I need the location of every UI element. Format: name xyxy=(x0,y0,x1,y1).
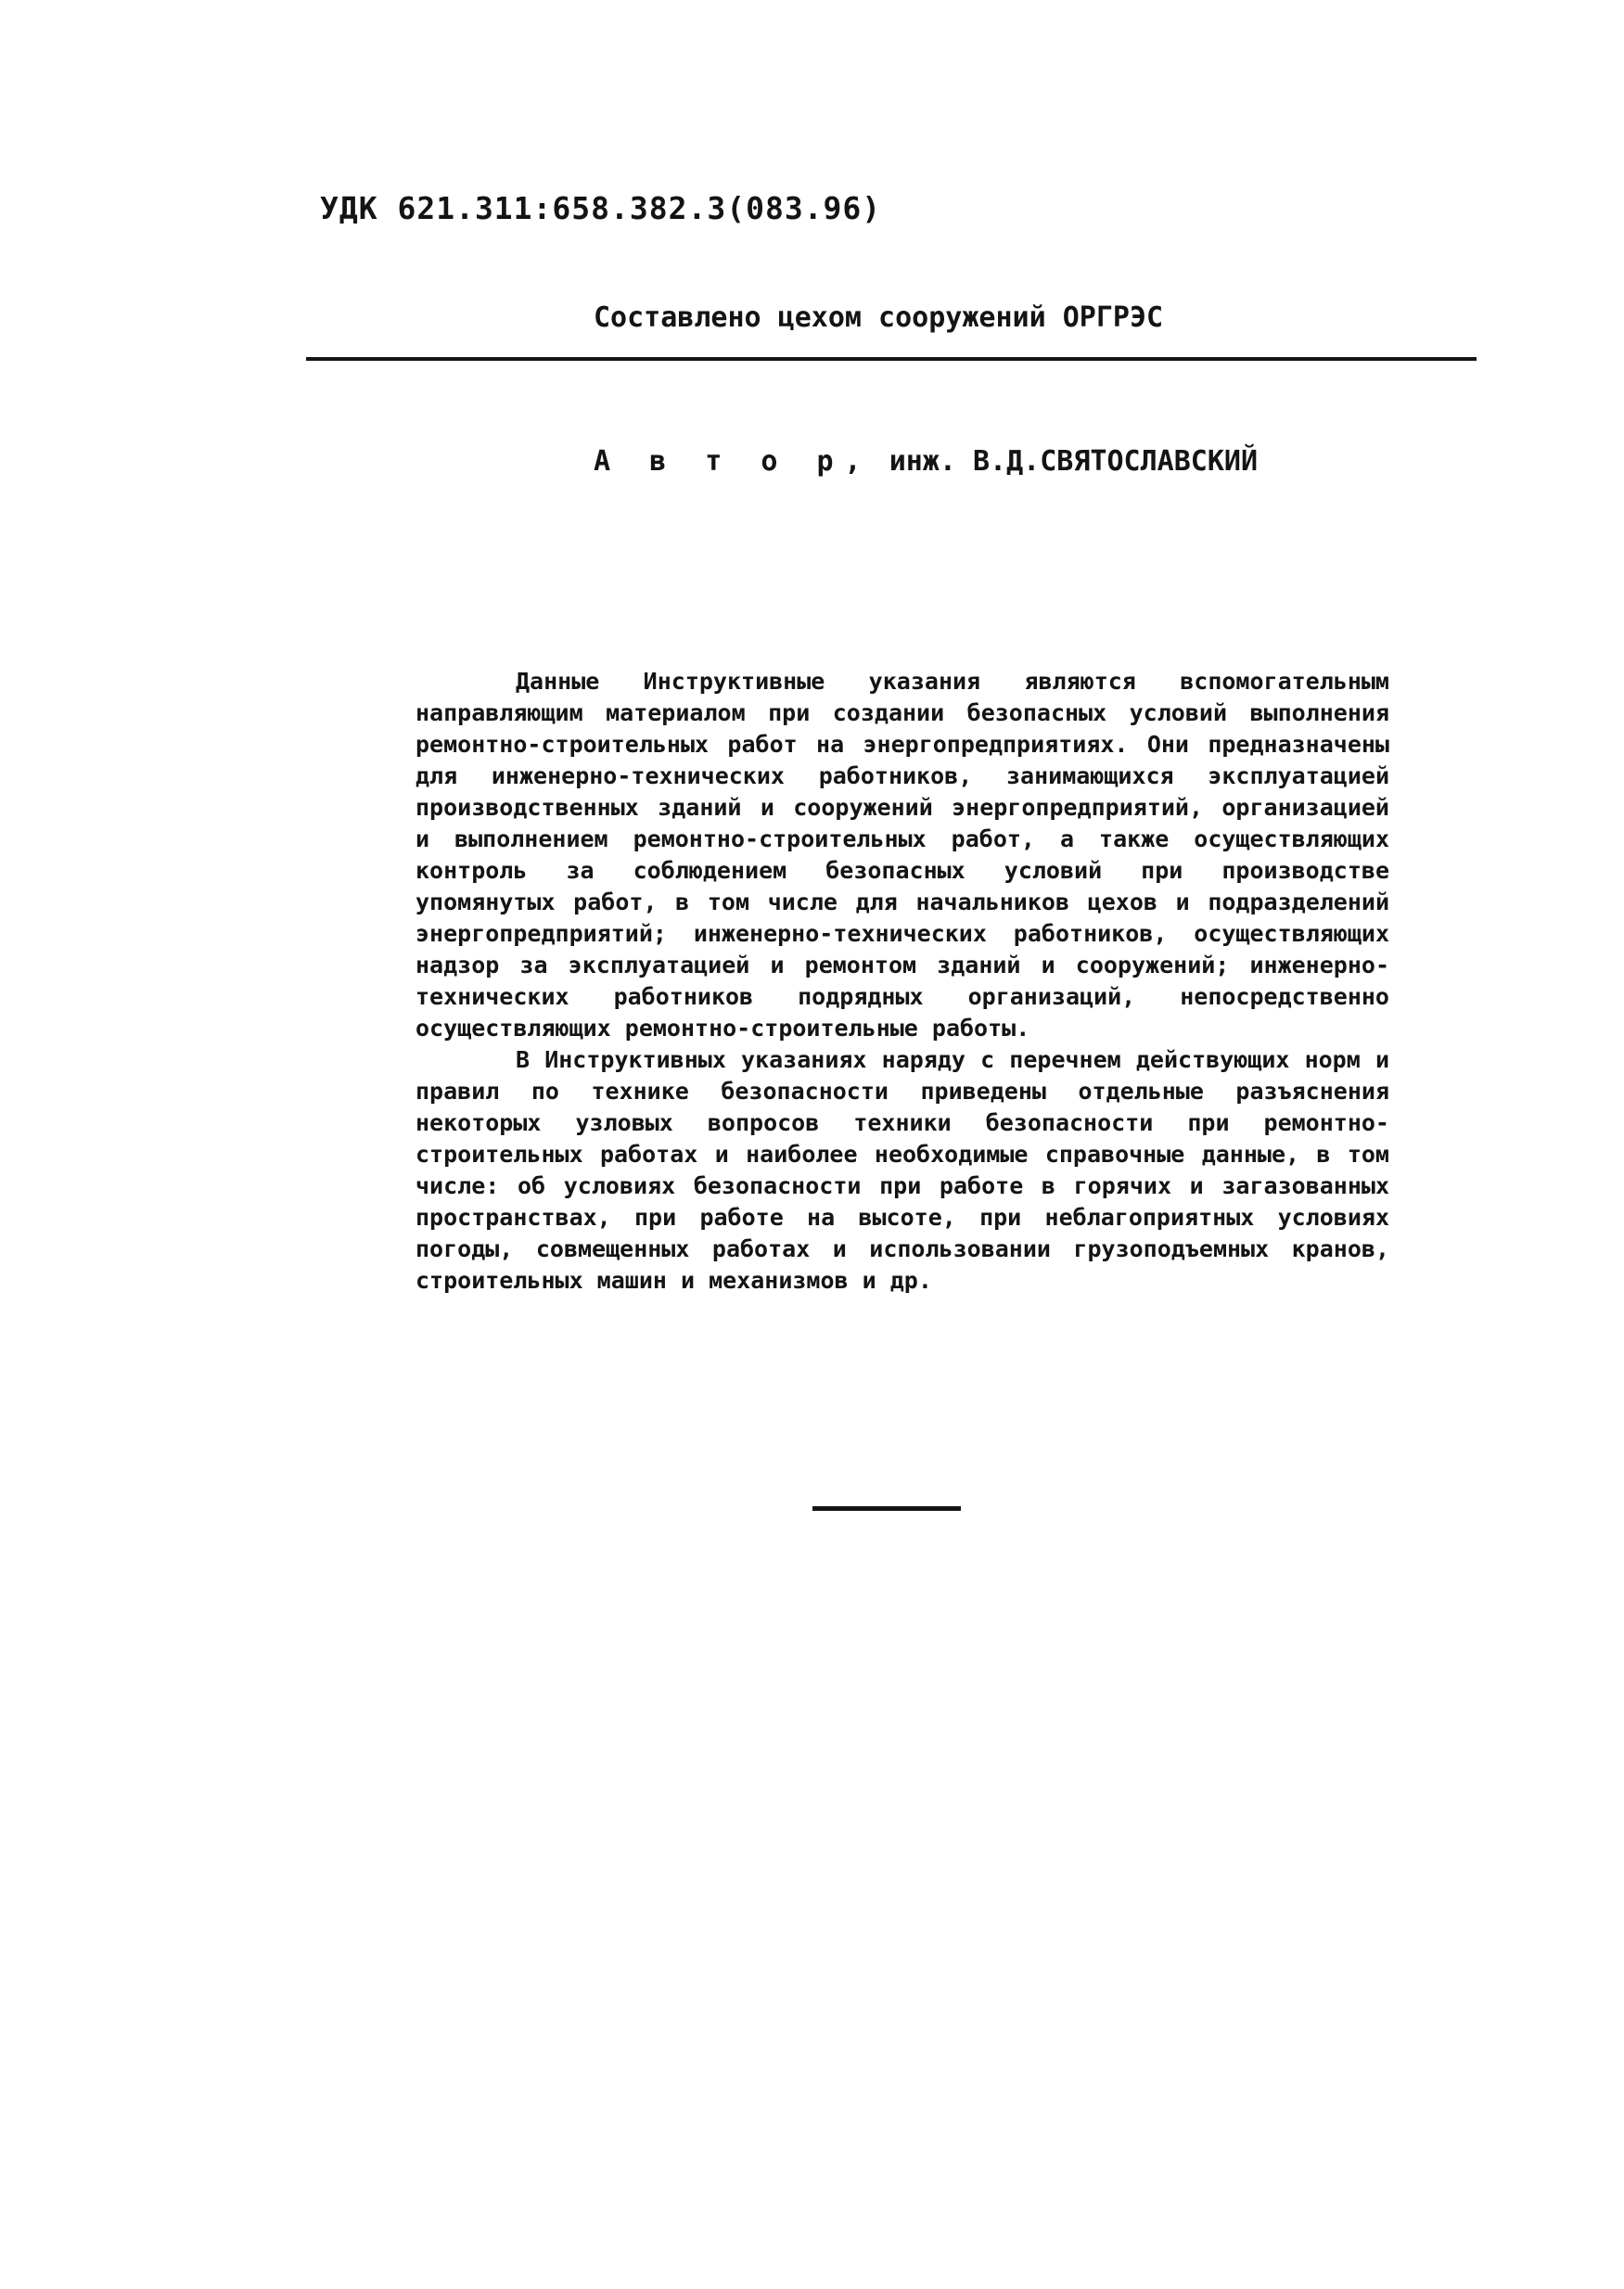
author-label: А в т о р, xyxy=(594,445,873,478)
author-name: инж. В.Д.СВЯТОСЛАВСКИЙ xyxy=(889,445,1259,478)
paragraph-2: В Инструктивных указаниях наряду с перечнем действующих норм и правил по технике безопасности приведены отдельные разъяснения некоторых узловых вопросов техники безопасности при ремонтно-строительных работах и наиболее необходимые справочные данные, в том числе: об условиях безопасности при работе в горячих и загазованных пространствах, при работе на высоте, при неблагоприятных условиях погоды, совмещенных работах и использовании грузоподъемных кранов, строительных машин и механизмов и др. xyxy=(416,1046,1389,1294)
header-divider xyxy=(306,357,1477,361)
paragraph-1: Данные Инструктивные указания являются вспомогательным направляющим материалом при создании безопасных условий выполнения ремонтно-строительных работ на энергопредприятиях. Они предназначены для инженерно-технических работников, занимающихся эксплуатацией производственных зданий и сооружений энергопредприятий, организацией и выполнением ремонтно-строительных работ, а также осуществляющих контроль за соблюдением безопасных условий при производстве упомянутых работ, в том числе для начальников цехов и подразделений энергопредприятий; инженерно-технических работников, осуществляющих надзор за эксплуатацией и ремонтом зданий и сооружений; инженерно-технических работников подрядных организаций, непосредственно осуществляющих ремонтно-строительные работы. xyxy=(416,668,1389,1042)
compiled-by-line: Составлено цехом сооружений ОРГРЭС xyxy=(594,301,1164,334)
end-divider xyxy=(812,1506,961,1511)
author-line xyxy=(594,445,1258,478)
body-text xyxy=(416,666,1389,1297)
udk-code: УДК 621.311:658.382.3(083.96) xyxy=(320,190,882,226)
